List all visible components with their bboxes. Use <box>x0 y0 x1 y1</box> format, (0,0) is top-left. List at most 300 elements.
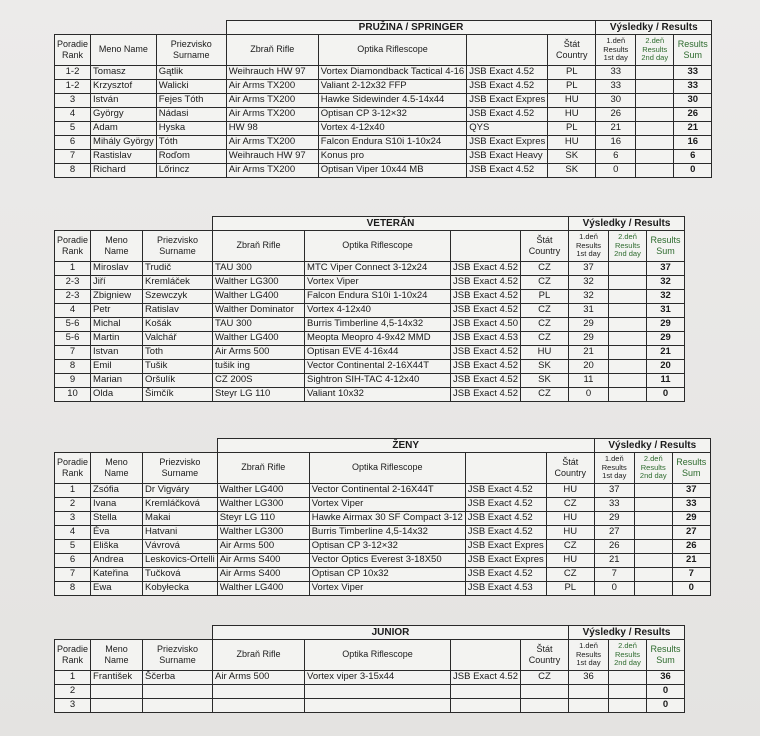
cell-sum: 30 <box>674 94 712 108</box>
cell-d1: 20 <box>568 360 608 374</box>
header-scope: Optika Riflescope <box>318 35 466 66</box>
cell-d1 <box>568 685 608 699</box>
header-ammo <box>467 35 548 66</box>
cell-ammo: JSB Exact 4.50 <box>451 318 521 332</box>
cell-d1: 29 <box>594 512 634 526</box>
header-day1: 1.deň Results 1st day <box>596 35 636 66</box>
cell-d1: 6 <box>596 150 636 164</box>
table-row <box>55 122 712 136</box>
header-country: Štát Country <box>546 453 594 484</box>
table-row <box>55 66 712 80</box>
cell-scope: Optisan EVE 4-16x44 <box>305 346 451 360</box>
cell-ammo: JSB Exact 4.52 <box>451 360 521 374</box>
cell-sum: 21 <box>646 346 684 360</box>
cell-country: CZ <box>520 332 568 346</box>
cell-sum: 21 <box>672 554 710 568</box>
cell-rifle: Weihrauch HW 97 <box>226 150 318 164</box>
section-springer <box>54 20 712 178</box>
cell-ammo: JSB Exact 4.52 <box>467 66 548 80</box>
results-table <box>54 625 685 713</box>
results-group-header: Výsledky / Results <box>594 439 710 453</box>
cell-scope: Falcon Endura S10i 1-10x24 <box>305 290 451 304</box>
cell-name: Istvan <box>91 346 143 360</box>
cell-surname: Dr Vigváry <box>143 484 218 498</box>
cell-scope: Vortex Diamondback Tactical 4-16 <box>318 66 466 80</box>
cell-d2 <box>636 66 674 80</box>
cell-scope: Sightron SIH-TAC 4-12x40 <box>305 374 451 388</box>
cell-surname: Kremláček <box>143 276 213 290</box>
cell-name: Ewa <box>91 582 143 596</box>
cell-sum: 16 <box>674 136 712 150</box>
cell-rifle: Air Arms TX200 <box>226 164 318 178</box>
cell-name: Adam <box>91 122 157 136</box>
cell-d2 <box>634 554 672 568</box>
table-row <box>55 108 712 122</box>
cell-scope: Optisan CP 10x32 <box>309 568 465 582</box>
cell-d2 <box>608 262 646 276</box>
cell-country: SK <box>520 374 568 388</box>
cell-ammo: JSB Exact Heavy <box>467 150 548 164</box>
cell-d2 <box>608 671 646 685</box>
cell-rifle: CZ 200S <box>213 374 305 388</box>
cell-scope: Vector Continental 2-16X44T <box>305 360 451 374</box>
cell-rank: 7 <box>55 150 91 164</box>
cell-scope: Vortex Viper <box>309 582 465 596</box>
cell-sum: 0 <box>672 582 710 596</box>
cell-rank: 6 <box>55 136 91 150</box>
cell-d2 <box>634 568 672 582</box>
cell-name: Zbigniew <box>91 290 143 304</box>
table-row <box>55 136 712 150</box>
header-rifle: Zbraň Rifle <box>213 640 305 671</box>
cell-d1: 36 <box>568 671 608 685</box>
table-row <box>55 290 685 304</box>
header-rank: Poradie Rank <box>55 453 91 484</box>
header-rifle: Zbraň Rifle <box>217 453 309 484</box>
cell-rank: 1 <box>55 484 91 498</box>
cell-country: HU <box>548 94 596 108</box>
cell-name: Marian <box>91 374 143 388</box>
table-row <box>55 699 685 713</box>
cell-name: Rastislav <box>91 150 157 164</box>
cell-d2 <box>634 540 672 554</box>
table-row <box>55 540 711 554</box>
table-row <box>55 360 685 374</box>
cell-sum: 21 <box>674 122 712 136</box>
cell-scope: Meopta Meopro 4-9x42 MMD <box>305 332 451 346</box>
cell-d2 <box>636 136 674 150</box>
cell-sum: 11 <box>646 374 684 388</box>
cell-rank: 1 <box>55 671 91 685</box>
header-name: Meno Name <box>91 640 143 671</box>
cell-country: HU <box>546 554 594 568</box>
cell-rank: 6 <box>55 554 91 568</box>
header-surname: Priezvisko Surname <box>143 640 213 671</box>
cell-d1: 30 <box>596 94 636 108</box>
cell-name: György <box>91 108 157 122</box>
cell-d1: 21 <box>594 554 634 568</box>
cell-rank: 4 <box>55 304 91 318</box>
cell-name: Andrea <box>91 554 143 568</box>
cell-d1: 33 <box>596 66 636 80</box>
cell-name: Jiří <box>91 276 143 290</box>
cell-d1: 7 <box>594 568 634 582</box>
table-row <box>55 304 685 318</box>
cell-country: SK <box>548 150 596 164</box>
cell-rifle: Weihrauch HW 97 <box>226 66 318 80</box>
cell-rank: 5-6 <box>55 332 91 346</box>
header-name: Meno Name <box>91 35 157 66</box>
cell-d1: 29 <box>568 318 608 332</box>
cell-sum: 29 <box>646 318 684 332</box>
results-group-header: Výsledky / Results <box>568 626 684 640</box>
cell-country: CZ <box>546 568 594 582</box>
cell-d1: 27 <box>594 526 634 540</box>
cell-scope: Hawke Airmax 30 SF Compact 3-12 <box>309 512 465 526</box>
header-day2: 2.deň Results 2nd day <box>608 231 646 262</box>
cell-rifle: Walther LG400 <box>217 582 309 596</box>
cell-surname: Makai <box>143 512 218 526</box>
spacer <box>55 217 213 231</box>
header-rifle: Zbraň Rifle <box>226 35 318 66</box>
table-row <box>55 671 685 685</box>
cell-surname: Szewczyk <box>143 290 213 304</box>
cell-ammo: JSB Exact 4.52 <box>465 498 546 512</box>
header-sum: Results Sum <box>646 640 684 671</box>
cell-d2 <box>608 318 646 332</box>
cell-ammo: JSB Exact 4.52 <box>465 568 546 582</box>
cell-ammo: JSB Exact 4.52 <box>451 304 521 318</box>
cell-surname: Hyska <box>156 122 226 136</box>
cell-sum: 6 <box>674 150 712 164</box>
cell-scope: Vortex viper 3-15x44 <box>305 671 451 685</box>
cell-surname: Vávrová <box>143 540 218 554</box>
header-scope: Optika Riflescope <box>305 640 451 671</box>
cell-ammo <box>451 699 521 713</box>
table-row <box>55 568 711 582</box>
cell-country: CZ <box>520 671 568 685</box>
cell-rank: 10 <box>55 388 91 402</box>
cell-ammo: JSB Exact 4.52 <box>451 346 521 360</box>
cell-rank: 7 <box>55 346 91 360</box>
cell-d1: 0 <box>594 582 634 596</box>
header-day1: 1.deň Results 1st day <box>568 231 608 262</box>
cell-country: CZ <box>546 498 594 512</box>
cell-surname: Tóth <box>156 136 226 150</box>
cell-rifle <box>213 699 305 713</box>
cell-d2 <box>636 150 674 164</box>
cell-scope: Valiant 2-12x32 FFP <box>318 80 466 94</box>
cell-d2 <box>636 94 674 108</box>
cell-rifle: Steyr LG 110 <box>213 388 305 402</box>
cell-surname: Trudič <box>143 262 213 276</box>
spacer <box>55 21 227 35</box>
table-row <box>55 374 685 388</box>
cell-d2 <box>608 374 646 388</box>
cell-ammo: JSB Exact Expres <box>465 554 546 568</box>
cell-sum: 31 <box>646 304 684 318</box>
cell-d1: 37 <box>568 262 608 276</box>
cell-sum: 37 <box>646 262 684 276</box>
cell-sum: 33 <box>674 80 712 94</box>
header-sum: Results Sum <box>674 35 712 66</box>
cell-ammo <box>451 685 521 699</box>
cell-ammo: JSB Exact Expres <box>467 94 548 108</box>
cell-rank: 4 <box>55 526 91 540</box>
cell-rifle: Walther LG300 <box>217 526 309 540</box>
cell-rank: 5-6 <box>55 318 91 332</box>
header-day2: 2.deň Results 2nd day <box>608 640 646 671</box>
cell-sum: 33 <box>674 66 712 80</box>
cell-ammo: JSB Exact 4.52 <box>451 374 521 388</box>
cell-ammo: JSB Exact 4.52 <box>451 671 521 685</box>
cell-ammo: JSB Exact 4.52 <box>451 276 521 290</box>
header-surname: Priezvisko Surname <box>143 453 218 484</box>
table-row <box>55 150 712 164</box>
cell-ammo: JSB Exact Expres <box>465 540 546 554</box>
table-row <box>55 526 711 540</box>
cell-rank: 2-3 <box>55 290 91 304</box>
cell-sum: 0 <box>646 685 684 699</box>
section-title: PRUŽINA / SPRINGER <box>226 21 596 35</box>
header-sum: Results Sum <box>672 453 710 484</box>
cell-scope: Vortex Viper <box>309 498 465 512</box>
cell-country: HU <box>548 108 596 122</box>
cell-d2 <box>608 685 646 699</box>
cell-country: PL <box>548 80 596 94</box>
cell-d1: 21 <box>568 346 608 360</box>
cell-d1: 0 <box>596 164 636 178</box>
cell-d1: 21 <box>596 122 636 136</box>
cell-d1: 11 <box>568 374 608 388</box>
cell-country: PL <box>520 290 568 304</box>
table-row <box>55 262 685 276</box>
cell-rifle: Walther LG300 <box>217 498 309 512</box>
cell-name: Emil <box>91 360 143 374</box>
cell-surname <box>143 699 213 713</box>
cell-d2 <box>608 304 646 318</box>
table-row <box>55 94 712 108</box>
header-country: Štát Country <box>548 35 596 66</box>
cell-d1: 32 <box>568 290 608 304</box>
cell-country: CZ <box>520 304 568 318</box>
cell-surname: Košák <box>143 318 213 332</box>
table-row <box>55 80 712 94</box>
cell-rifle: Air Arms TX200 <box>226 80 318 94</box>
cell-rifle: Walther Dominator <box>213 304 305 318</box>
cell-rank: 2-3 <box>55 276 91 290</box>
cell-d2 <box>636 122 674 136</box>
table-row <box>55 512 711 526</box>
cell-surname <box>143 685 213 699</box>
cell-rifle: Air Arms S400 <box>217 568 309 582</box>
cell-name: Stella <box>91 512 143 526</box>
section-title: ŽENY <box>217 439 594 453</box>
cell-surname: Valchář <box>143 332 213 346</box>
cell-sum: 29 <box>646 332 684 346</box>
cell-country <box>520 685 568 699</box>
cell-d1: 37 <box>594 484 634 498</box>
cell-country: HU <box>546 526 594 540</box>
cell-surname: Gątlik <box>156 66 226 80</box>
cell-scope: Vortex 4-12x40 <box>305 304 451 318</box>
cell-d2 <box>608 276 646 290</box>
cell-rifle: TAU 300 <box>213 318 305 332</box>
cell-rifle: Air Arms S400 <box>217 554 309 568</box>
cell-d1: 29 <box>568 332 608 346</box>
cell-d1: 26 <box>594 540 634 554</box>
cell-rifle: Air Arms TX200 <box>226 94 318 108</box>
cell-country: HU <box>546 484 594 498</box>
cell-d2 <box>636 80 674 94</box>
header-surname: Priezvisko Surname <box>156 35 226 66</box>
cell-d2 <box>634 484 672 498</box>
cell-rank: 8 <box>55 360 91 374</box>
cell-surname: Šimčík <box>143 388 213 402</box>
cell-name: Petr <box>91 304 143 318</box>
cell-surname: Ščerba <box>143 671 213 685</box>
cell-ammo: JSB Exact 4.52 <box>467 108 548 122</box>
cell-rifle: Air Arms 500 <box>213 346 305 360</box>
cell-d1: 33 <box>594 498 634 512</box>
cell-surname: Tušik <box>143 360 213 374</box>
cell-rifle: Walther LG400 <box>213 332 305 346</box>
cell-scope: MTC Viper Connect 3-12x24 <box>305 262 451 276</box>
header-rank: Poradie Rank <box>55 640 91 671</box>
cell-sum: 27 <box>672 526 710 540</box>
cell-sum: 32 <box>646 290 684 304</box>
cell-name <box>91 699 143 713</box>
cell-d1: 26 <box>596 108 636 122</box>
cell-name: Éva <box>91 526 143 540</box>
header-country: Štát Country <box>520 640 568 671</box>
cell-rifle: Walther LG300 <box>213 276 305 290</box>
spacer <box>55 439 218 453</box>
table-row <box>55 582 711 596</box>
cell-country: SK <box>548 164 596 178</box>
header-rank: Poradie Rank <box>55 35 91 66</box>
cell-scope: Optisan Viper 10x44 MB <box>318 164 466 178</box>
table-row <box>55 276 685 290</box>
cell-d2 <box>634 582 672 596</box>
cell-country: SK <box>520 360 568 374</box>
cell-surname: Lőrincz <box>156 164 226 178</box>
table-row <box>55 498 711 512</box>
cell-d2 <box>608 346 646 360</box>
cell-country <box>520 699 568 713</box>
cell-sum: 0 <box>646 388 684 402</box>
cell-surname: Tučková <box>143 568 218 582</box>
results-table <box>54 20 712 178</box>
table-row <box>55 164 712 178</box>
cell-ammo: QYS <box>467 122 548 136</box>
section-women <box>54 438 711 596</box>
cell-sum: 37 <box>672 484 710 498</box>
header-day1: 1.deň Results 1st day <box>568 640 608 671</box>
cell-ammo: JSB Exact 4.53 <box>451 332 521 346</box>
cell-rank: 1 <box>55 262 91 276</box>
cell-scope: Hawke Sidewinder 4.5-14x44 <box>318 94 466 108</box>
section-title: VETERÁN <box>213 217 569 231</box>
cell-d2 <box>636 164 674 178</box>
table-row <box>55 318 685 332</box>
cell-d2 <box>634 526 672 540</box>
header-ammo <box>451 231 521 262</box>
cell-scope <box>305 685 451 699</box>
results-table <box>54 216 685 402</box>
table-row <box>55 346 685 360</box>
header-sum: Results Sum <box>646 231 684 262</box>
cell-rifle: Walther LG400 <box>213 290 305 304</box>
cell-rank: 7 <box>55 568 91 582</box>
cell-scope: Optisan CP 3-12×32 <box>309 540 465 554</box>
table-row <box>55 484 711 498</box>
cell-rank: 9 <box>55 374 91 388</box>
cell-name: Kateřina <box>91 568 143 582</box>
cell-surname: Nádasi <box>156 108 226 122</box>
section-junior <box>54 625 685 713</box>
cell-surname: Roďom <box>156 150 226 164</box>
cell-ammo: JSB Exact Expres <box>467 136 548 150</box>
cell-name: Tomasz <box>91 66 157 80</box>
cell-rifle: Air Arms 500 <box>217 540 309 554</box>
cell-sum: 0 <box>646 699 684 713</box>
cell-name <box>91 685 143 699</box>
cell-rank: 1-2 <box>55 80 91 94</box>
cell-ammo: JSB Exact 4.52 <box>451 388 521 402</box>
cell-name: František <box>91 671 143 685</box>
cell-d1: 32 <box>568 276 608 290</box>
cell-country: CZ <box>520 276 568 290</box>
cell-ammo: JSB Exact 4.52 <box>465 484 546 498</box>
cell-country: HU <box>546 512 594 526</box>
cell-rifle: Air Arms TX200 <box>226 136 318 150</box>
cell-country: CZ <box>520 262 568 276</box>
cell-rank: 5 <box>55 122 91 136</box>
header-day1: 1.deň Results 1st day <box>594 453 634 484</box>
cell-scope: Optisan CP 3-12×32 <box>318 108 466 122</box>
cell-ammo: JSB Exact 4.52 <box>467 164 548 178</box>
cell-d1: 0 <box>568 388 608 402</box>
cell-surname: Ratislav <box>143 304 213 318</box>
cell-sum: 0 <box>674 164 712 178</box>
results-group-header: Výsledky / Results <box>596 21 712 35</box>
cell-name: Martin <box>91 332 143 346</box>
cell-surname: Hatvani <box>143 526 218 540</box>
table-row <box>55 685 685 699</box>
cell-scope: Vector Optics Everest 3-18X50 <box>309 554 465 568</box>
cell-ammo: JSB Exact 4.52 <box>451 290 521 304</box>
cell-scope: Burris Timberline 4,5-14x32 <box>309 526 465 540</box>
cell-d1 <box>568 699 608 713</box>
cell-rank: 3 <box>55 94 91 108</box>
cell-sum: 32 <box>646 276 684 290</box>
cell-rifle: Air Arms 500 <box>213 671 305 685</box>
cell-rifle: HW 98 <box>226 122 318 136</box>
cell-rank: 1-2 <box>55 66 91 80</box>
header-rifle: Zbraň Rifle <box>213 231 305 262</box>
cell-sum: 26 <box>672 540 710 554</box>
cell-rank: 2 <box>55 498 91 512</box>
cell-ammo: JSB Exact 4.52 <box>451 262 521 276</box>
cell-d1: 31 <box>568 304 608 318</box>
cell-d2 <box>608 290 646 304</box>
cell-surname: Fejes Tóth <box>156 94 226 108</box>
cell-scope <box>305 699 451 713</box>
cell-name: Michal <box>91 318 143 332</box>
cell-ammo: JSB Exact 4.53 <box>465 582 546 596</box>
cell-scope: Valiant 10x32 <box>305 388 451 402</box>
